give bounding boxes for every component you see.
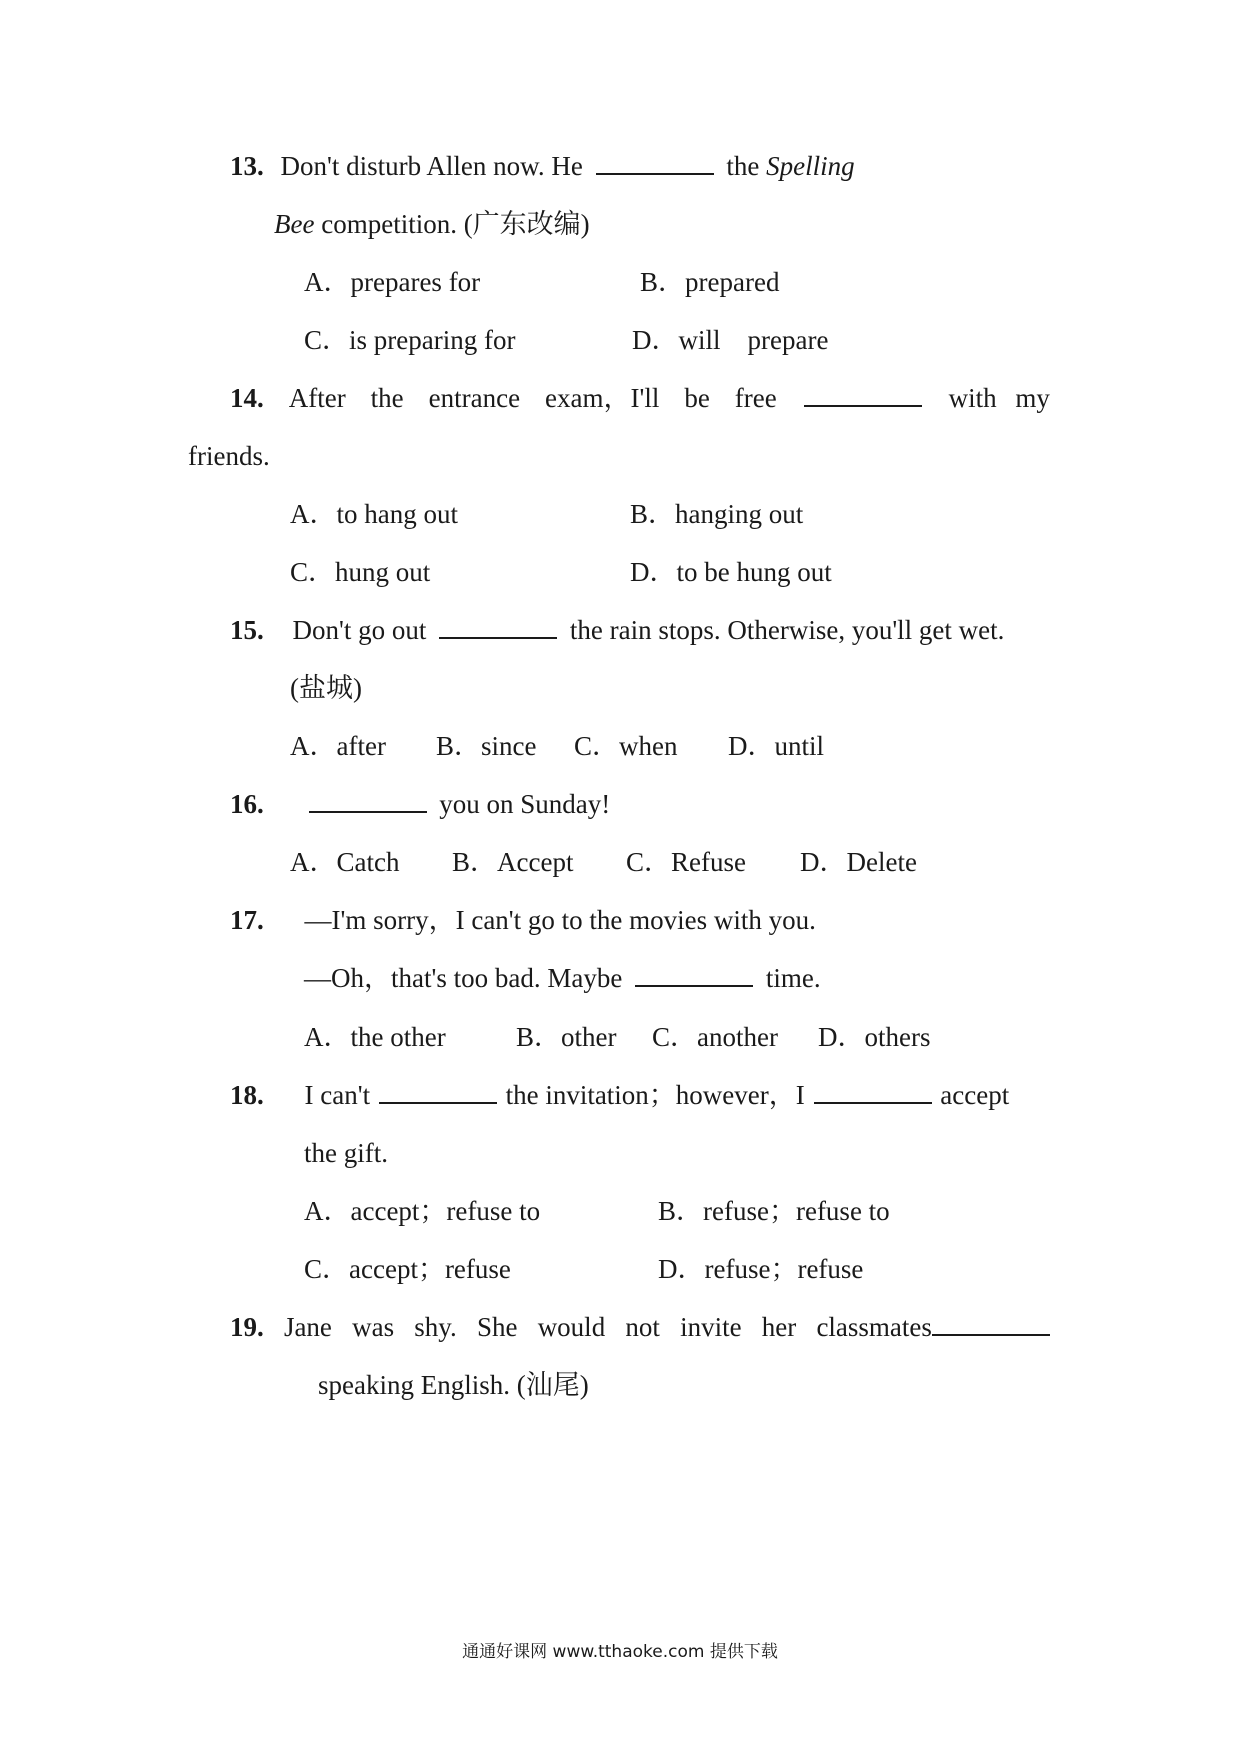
stem-text: the rain stops. Otherwise, you'll get wet. (569, 615, 1005, 645)
stem-word: shy. (414, 1312, 457, 1342)
stem-word: entrance (428, 383, 521, 413)
option-d[interactable]: D．Delete (800, 847, 917, 877)
answer-blank[interactable] (635, 963, 753, 987)
stem-word: classmates (816, 1312, 932, 1342)
option-c[interactable]: C．accept；refuse (304, 1254, 511, 1284)
option-c[interactable]: C．is preparing for (304, 325, 516, 355)
question-13-stem-line2 (274, 207, 590, 241)
question-14-stem-line2: friends. (188, 441, 270, 471)
answer-blank[interactable] (804, 383, 922, 407)
answer-blank[interactable] (814, 1080, 932, 1104)
stem-word: was (352, 1312, 395, 1342)
stem-italic-text: Spelling (766, 151, 855, 181)
question-19-stem (230, 1310, 1050, 1344)
stem-text: —I'm sorry，I can't go to the movies with you. (304, 905, 816, 935)
option-b[interactable]: B．Accept (452, 847, 574, 877)
question-17-stem-line2 (304, 961, 821, 995)
question-18-stem-line2: the gift. (304, 1138, 388, 1168)
option-b[interactable]: B．other (516, 1022, 617, 1052)
stem-word: not (625, 1312, 660, 1342)
option-c[interactable]: C．when (574, 731, 678, 761)
stem-text: —Oh，that's too bad. Maybe (304, 963, 623, 993)
stem-word: the (370, 383, 404, 413)
option-b[interactable]: B．refuse；refuse to (658, 1196, 890, 1226)
option-d[interactable]: D．will prepare (632, 325, 829, 355)
question-number: 14. (230, 383, 264, 413)
answer-blank[interactable] (309, 789, 427, 813)
stem-text: Don't go out (292, 615, 427, 645)
question-15-stem-line2: (盐城) (290, 673, 362, 703)
option-a[interactable]: A．to hang out (290, 499, 458, 529)
stem-italic-text: Bee (274, 209, 315, 239)
option-a[interactable]: A．Catch (290, 847, 400, 877)
stem-text: I can't (304, 1080, 371, 1110)
stem-text: time. (765, 963, 821, 993)
answer-blank[interactable] (439, 615, 557, 639)
page-footer: 通通好课网 www.tthaoke.com 提供下载 (462, 1642, 778, 1662)
question-13-stem (230, 149, 855, 183)
question-number: 15. (230, 615, 264, 645)
option-d[interactable]: D．refuse；refuse (658, 1254, 864, 1284)
option-b[interactable]: B．hanging out (630, 499, 804, 529)
stem-text: you on Sunday! (439, 789, 611, 819)
option-c[interactable]: C．Refuse (626, 847, 746, 877)
question-15-stem (230, 613, 1004, 647)
option-c[interactable]: C．hung out (290, 557, 431, 587)
question-number: 18. (230, 1080, 264, 1110)
option-a[interactable]: A．prepares for (304, 267, 481, 297)
stem-word: her (761, 1312, 797, 1342)
question-number: 16. (230, 789, 264, 819)
option-d[interactable]: D．to be hung out (630, 557, 832, 587)
stem-word: be (684, 383, 710, 413)
option-b[interactable]: B．since (436, 731, 537, 761)
stem-word: exam，I'll (545, 383, 660, 413)
option-a[interactable]: A．after (290, 731, 386, 761)
question-19-stem-line2: speaking English. (汕尾) (318, 1370, 589, 1400)
option-c[interactable]: C．another (652, 1022, 778, 1052)
stem-text: with my (948, 383, 1050, 413)
question-17-stem (230, 903, 816, 937)
stem-word: would (537, 1312, 606, 1342)
stem-text: the (726, 151, 760, 181)
stem-text: the invitation；however，I (505, 1080, 805, 1110)
answer-blank[interactable] (596, 151, 714, 175)
option-d[interactable]: D．until (728, 731, 825, 761)
option-d[interactable]: D．others (818, 1022, 931, 1052)
question-18-stem (230, 1078, 1009, 1112)
stem-word: After (288, 383, 346, 413)
question-number: 17. (230, 905, 264, 935)
stem-text: competition. (广东改编) (321, 209, 590, 239)
question-number: 13. (230, 151, 264, 181)
stem-text: Don't disturb Allen now. He (280, 151, 583, 181)
stem-word: invite (680, 1312, 742, 1342)
stem-word: free (734, 383, 777, 413)
stem-word: Jane (283, 1312, 332, 1342)
option-a[interactable]: A．accept；refuse to (304, 1196, 541, 1226)
option-b[interactable]: B．prepared (640, 267, 780, 297)
answer-blank[interactable] (932, 1312, 1050, 1336)
option-a[interactable]: A．the other (304, 1022, 446, 1052)
question-14-stem (230, 381, 1050, 415)
stem-word-with-blank (816, 1310, 1049, 1344)
stem-text: accept (940, 1080, 1010, 1110)
answer-blank[interactable] (379, 1080, 497, 1104)
question-16-stem (230, 787, 610, 821)
question-number: 19. (230, 1312, 264, 1342)
stem-word: She (477, 1312, 518, 1342)
